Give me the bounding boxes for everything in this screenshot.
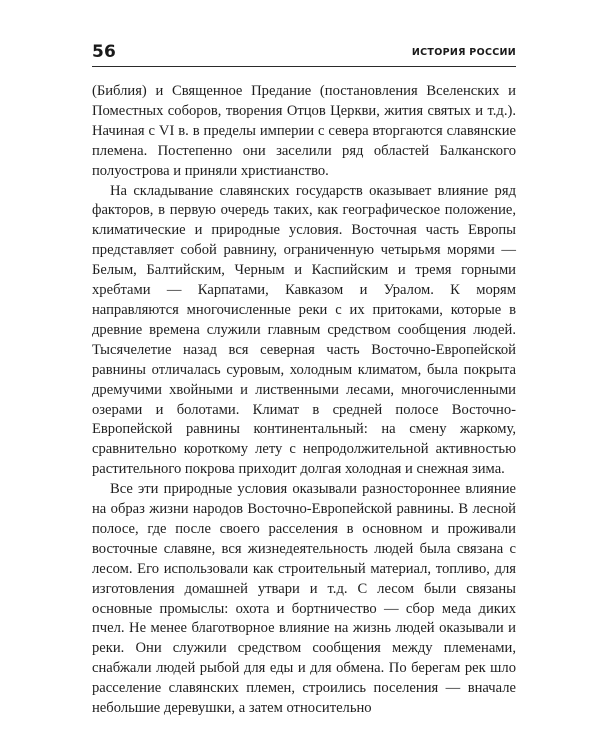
running-title: ИСТОРИЯ РОССИИ — [411, 47, 516, 58]
page-number: 56 — [92, 42, 117, 62]
page-header — [92, 40, 516, 72]
paragraph-3: Все эти природные условия оказывали разностороннее влияние на образ жизни народов Восточно-Европейской равнины. В лесной полосе, где после своего расселения в основном и проживали восточные славяне, вся жизнедеятельность людей была связана с лесом. Его использовали как строительный материал, топливо, для изготовления домашней утвари и т.д. С лесом были связаны основные промыслы: охота и бортничество — сбор меда диких пчел. Не менее благотворное влияние на жизнь людей оказывали и реки. Они служили средством сообщения между племенами, снабжали людей рыбой для еды и для обмена. По берегам рек шло расселение славянских племен, строились поселения — вначале небольшие деревушки, а затем относительно — [92, 481, 516, 717]
text-body — [92, 82, 516, 719]
paragraph-2: На складывание славянских государств оказывает влияние ряд факторов, в первую очередь таких, как географическое положение, климатические и природные условия. Восточная часть Европы представляет собой равнину, ограниченную четырьмя морями — Белым, Балтийским, Черным и Каспийским и тремя горными хребтами — Карпатами, Кавказом и Уралом. К морям направляются многочисленные реки с их притоками, которые в древние времена служили главным средством сообщения людей. Тысячелетие назад вся северная часть Восточно-Европейской равнины отличалась суровым, холодным климатом, была покрыта дремучими хвойными и лиственными лесами, многочисленными озерами и болотами. Климат в средней полосе Восточно-Европейской равнины континентальный: на смену жаркому, сравнительно короткому лету с непродолжительной активностью растительного покрова приходит долгая холодная и снежная зима. — [92, 182, 516, 478]
paragraph-1: (Библия) и Священное Предание (постановления Вселенских и Поместных соборов, творения Отцов Церкви, жития святых и т.д.). Начиная с VI в. в пределы империи с севера вторгаются славянские племена. Постепенно они заселили ряд областей Балканского полуострова и приняли христианство. — [92, 83, 516, 179]
header-rule — [92, 66, 516, 67]
